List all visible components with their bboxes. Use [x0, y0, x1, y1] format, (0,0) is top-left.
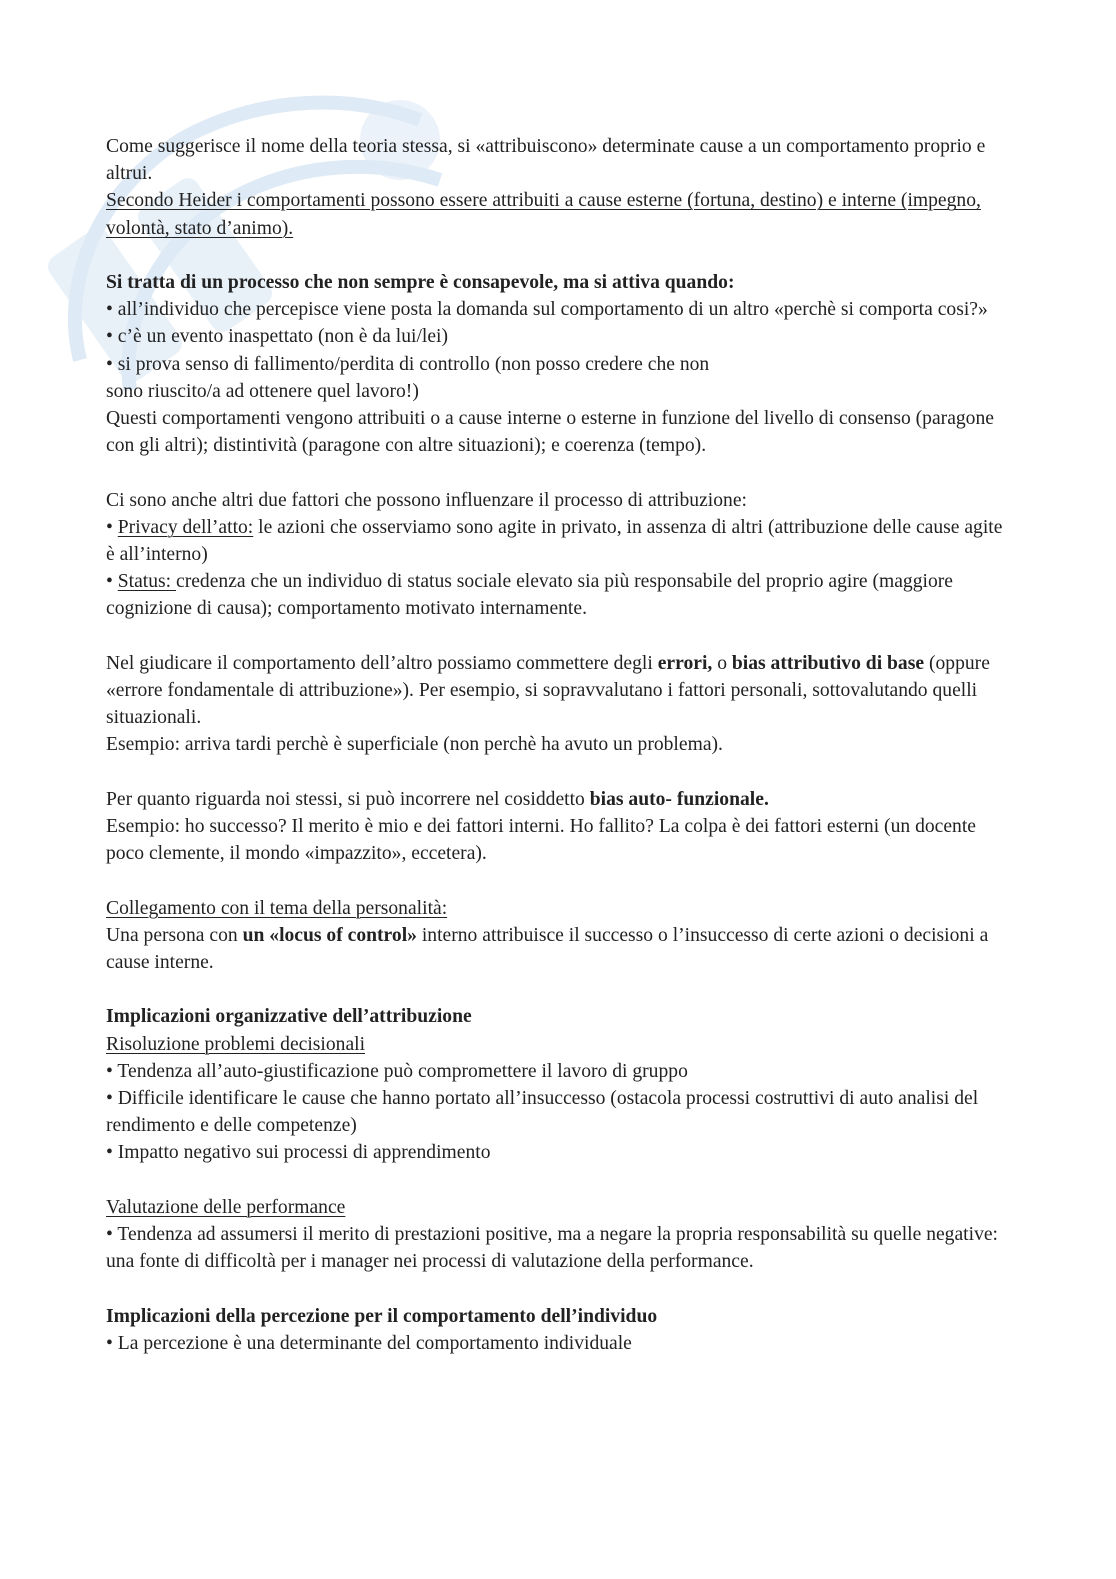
personality-text-b: interno attribuisce il successo o l’insuccesso di certe azioni o decisioni a cause interne.: [106, 924, 989, 974]
status-text: credenza che un individuo di status sociale elevato sia più responsabile del proprio agire (maggiore cognizione di causa); comportamento motivato internamente.: [106, 571, 953, 620]
org-bullet-1: • Tendenza all’auto-giustificazione può compromettere il lavoro di gruppo: [106, 1060, 688, 1082]
org-heading: [106, 1003, 1011, 1030]
bias-bold-attributivo: bias attributivo di base: [731, 652, 925, 674]
perception-heading: [106, 1303, 1011, 1330]
self-bold: bias auto- funzionale.: [589, 788, 769, 810]
document-body: [106, 133, 1011, 1357]
process-bullet-1: • all’individuo che percepisce viene posta la domanda sul comportamento di un altro «perchè si comporta cosi?»: [106, 299, 988, 321]
factors-status: [106, 568, 1011, 622]
personality-text-a: Una persona con: [106, 924, 243, 946]
org-bullet-2: • Difficile identificare le cause che hanno portato all’insuccesso (ostacola processi costruttivi di auto analisi del rendimento e delle competenze): [106, 1088, 979, 1137]
process-bullet-2: • c’è un evento inaspettato (non è da lui/lei): [106, 326, 449, 348]
bullet: •: [106, 516, 118, 538]
personality-heading: Collegamento con il tema della personalità:: [106, 897, 448, 919]
perception-heading-text: Implicazioni della percezione per il comportamento dell’individuo: [106, 1305, 658, 1327]
heider-paragraph: Secondo Heider i comportamenti possono essere attribuiti a cause esterne (fortuna, destino) e interne (impegno, volontà, stato d’animo).: [106, 190, 981, 239]
self-paragraph: [106, 786, 1011, 813]
personality-text: [106, 922, 1011, 976]
bias-text-c: (oppure «errore fondamentale di attribuzione»). Per esempio, si sopravvalutano i fattori personali, sottovalutando quelli situazionali.: [106, 652, 990, 729]
org-bullet-3: • Impatto negativo sui processi di apprendimento: [106, 1142, 491, 1164]
bias-bold-errori: errori,: [657, 652, 713, 674]
org-subheading-2: Valutazione delle performance: [106, 1196, 346, 1218]
perception-bullet-1: • La percezione è una determinante del comportamento individuale: [106, 1332, 632, 1354]
factors-privacy: [106, 514, 1011, 568]
privacy-label: Privacy dell’atto:: [117, 516, 254, 538]
factors-intro: Ci sono anche altri due fattori che possono influenzare il processo di attribuzione:: [106, 489, 747, 511]
personality-bold: un «locus of control»: [242, 924, 417, 946]
bias-paragraph: [106, 650, 1011, 732]
org-subheading-1: Risoluzione problemi decisionali: [106, 1033, 366, 1055]
intro-paragraph: Come suggerisce il nome della teoria stessa, si «attribuiscono» determinate cause a un comportamento proprio e altrui.: [106, 136, 986, 185]
status-label: Status:: [117, 571, 177, 593]
bias-text-a: Nel giudicare il comportamento dell’altro possiamo commettere degli: [106, 652, 658, 674]
bias-example: Esempio: arriva tardi perchè è superficiale (non perchè ha avuto un problema).: [106, 734, 723, 756]
process-heading: [106, 269, 1011, 296]
process-bullet-3a: • si prova senso di fallimento/perdita di controllo (non posso credere che non: [106, 353, 710, 375]
process-summary: Questi comportamenti vengono attribuiti o a cause interne o esterne in funzione del livello di consenso (paragone con gli altri); distintività (paragone con altre situazioni); e coerenza (tempo).: [106, 408, 994, 457]
org-bullet-4: • Tendenza ad assumersi il merito di prestazioni positive, ma a negare la propria responsabilità su quelle negative: una fonte di difficoltà per i manager nei processi di valutazione della performance.: [106, 1224, 999, 1273]
bias-text-b: o: [712, 652, 732, 674]
bullet: •: [106, 571, 118, 593]
privacy-text: le azioni che osserviamo sono agite in privato, in assenza di altri (attribuzione delle cause agite è all’interno): [106, 516, 1003, 566]
org-heading-text: Implicazioni organizzative dell’attribuzione: [106, 1006, 472, 1028]
process-heading-text: Si tratta di un processo che non sempre è consapevole, ma si attiva quando:: [106, 272, 735, 293]
self-example: Esempio: ho successo? Il merito è mio e dei fattori interni. Ho fallito? La colpa è dei fattori esterni (un docente poco clemente, il mondo «impazzito», eccetera).: [106, 816, 976, 865]
self-text-a: Per quanto riguarda noi stessi, si può incorrere nel cosiddetto: [106, 788, 590, 810]
process-bullet-3b: sono riuscito/a ad ottenere quel lavoro!): [106, 380, 419, 402]
